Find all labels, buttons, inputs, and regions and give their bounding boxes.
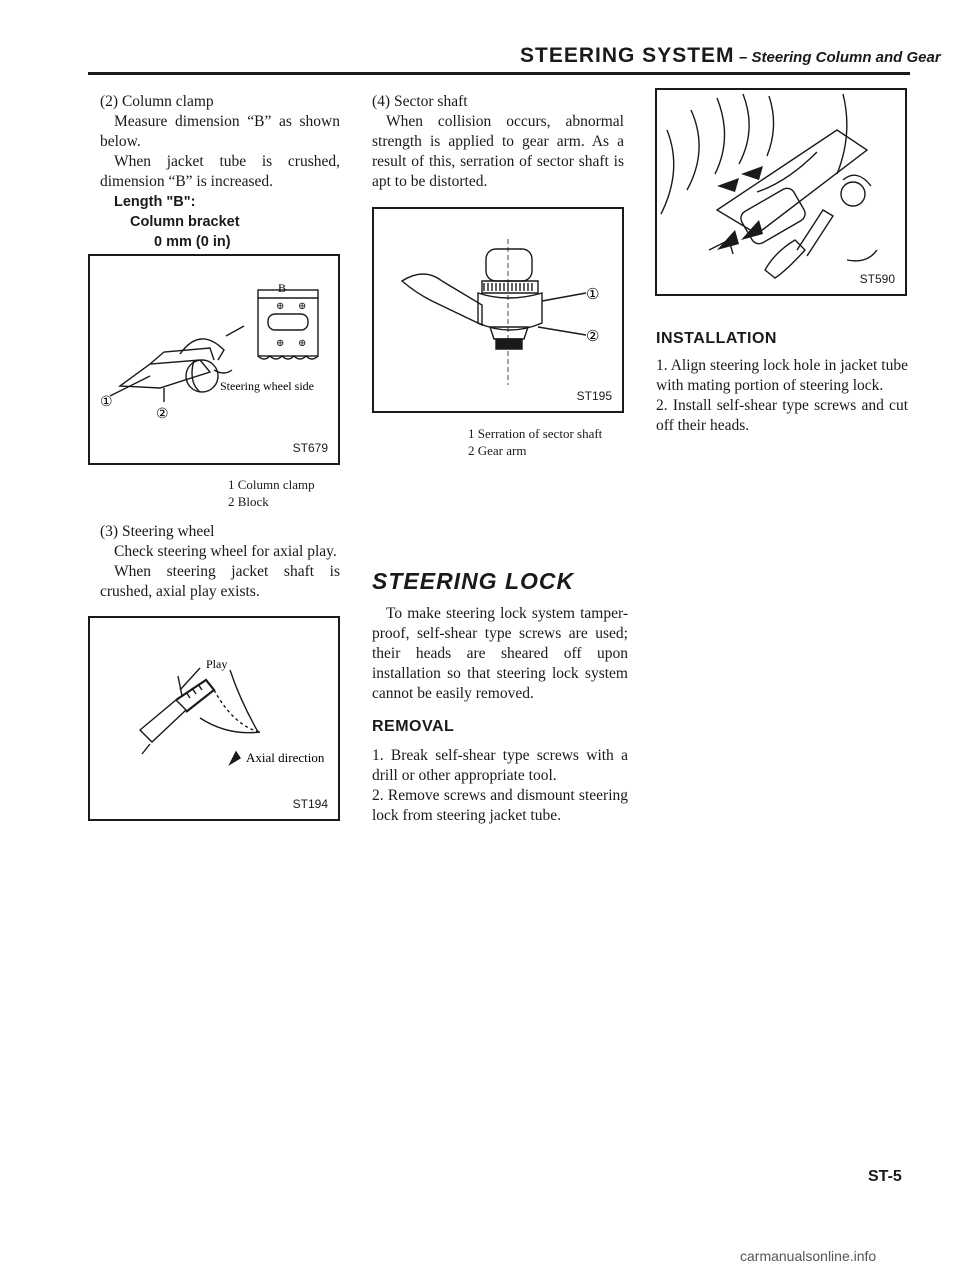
- section-heading: (2) Column clamp: [100, 93, 214, 110]
- section-heading: (4) Sector shaft: [372, 93, 468, 110]
- steering-lock-section: [372, 604, 628, 704]
- spec-item: Column bracket: [130, 214, 240, 230]
- installation-heading: INSTALLATION: [656, 330, 777, 347]
- axial-play-illustration: [90, 618, 338, 819]
- axial-direction-label: Axial direction: [246, 750, 325, 765]
- dimension-b-label: B: [278, 281, 287, 295]
- figure-steering-lock: [655, 88, 907, 296]
- steering-wheel-side-label: Steering wheel side: [220, 379, 314, 393]
- svg-text:⊕: ⊕: [298, 338, 307, 349]
- column-clamp-section: [100, 92, 340, 252]
- callout-1: ①: [100, 395, 113, 410]
- svg-text:⊕: ⊕: [276, 338, 285, 349]
- caption-line: 2 Gear arm: [468, 443, 527, 458]
- play-label: Play: [206, 657, 228, 671]
- paragraph: When steering jacket shaft is crushed, axial play exists.: [100, 563, 340, 600]
- callout-1: ①: [586, 287, 600, 303]
- page-number: ST-5: [868, 1168, 902, 1185]
- header-title: STEERING SYSTEM: [520, 44, 735, 67]
- paragraph: When jacket tube is crushed, dimension “B” is increased.: [100, 153, 340, 190]
- spec-value: 0 mm (0 in): [154, 234, 231, 250]
- figure-caption: [468, 425, 628, 459]
- list-item: 2. Install self-shear type screws and cut off their heads.: [656, 397, 908, 434]
- figure-caption: [228, 476, 348, 510]
- paragraph: When collision occurs, abnormal strength is applied to gear arm. As a result of this, serration of sector shaft is apt to be distorted.: [372, 113, 624, 190]
- removal-heading: REMOVAL: [372, 718, 455, 735]
- watermark-text: carmanualsonline.info: [740, 1248, 877, 1264]
- figure-column-clamp: [88, 254, 340, 465]
- svg-text:⊕: ⊕: [298, 301, 307, 312]
- steering-wheel-section: [100, 522, 340, 602]
- spec-label: Length "B":: [114, 194, 196, 210]
- installation-steps: [656, 356, 908, 436]
- paragraph: Measure dimension “B” as shown below.: [100, 113, 340, 150]
- paragraph: To make steering lock system tamper-proof, self-shear type screws are used; their heads are sheared off upon installation so that steering lock system cannot be easily removed.: [372, 605, 628, 702]
- callout-2: ②: [586, 329, 600, 345]
- list-item: 2. Remove screws and dismount steering lock from steering jacket tube.: [372, 787, 628, 824]
- callout-2: ②: [156, 407, 169, 422]
- column-clamp-illustration: [90, 256, 338, 463]
- header-rule: [88, 72, 910, 75]
- header-subtitle: – Steering Column and Gear: [738, 49, 941, 66]
- caption-line: 2 Block: [228, 494, 269, 509]
- figure-code: ST590: [859, 272, 895, 286]
- svg-text:⊕: ⊕: [276, 301, 285, 312]
- sector-shaft-section: [372, 92, 624, 192]
- figure-code: ST194: [292, 797, 328, 811]
- section-heading: (3) Steering wheel: [100, 523, 215, 540]
- list-item: 1. Align steering lock hole in jacket tube with mating portion of steering lock.: [656, 357, 908, 394]
- figure-steering-wheel-play: [88, 616, 340, 821]
- figure-sector-shaft: [372, 207, 624, 413]
- figure-code: ST679: [292, 441, 328, 455]
- figure-code: ST195: [576, 389, 612, 403]
- steering-lock-heading: STEERING LOCK: [372, 568, 575, 594]
- removal-steps: [372, 746, 628, 826]
- caption-line: 1 Serration of sector shaft: [468, 426, 603, 441]
- sector-shaft-illustration: [374, 209, 622, 411]
- steering-lock-illustration: [657, 90, 905, 294]
- caption-line: 1 Column clamp: [228, 477, 315, 492]
- paragraph: Check steering wheel for axial play.: [114, 543, 337, 560]
- list-item: 1. Break self-shear type screws with a drill or other appropriate tool.: [372, 747, 628, 784]
- page-header: [520, 44, 941, 68]
